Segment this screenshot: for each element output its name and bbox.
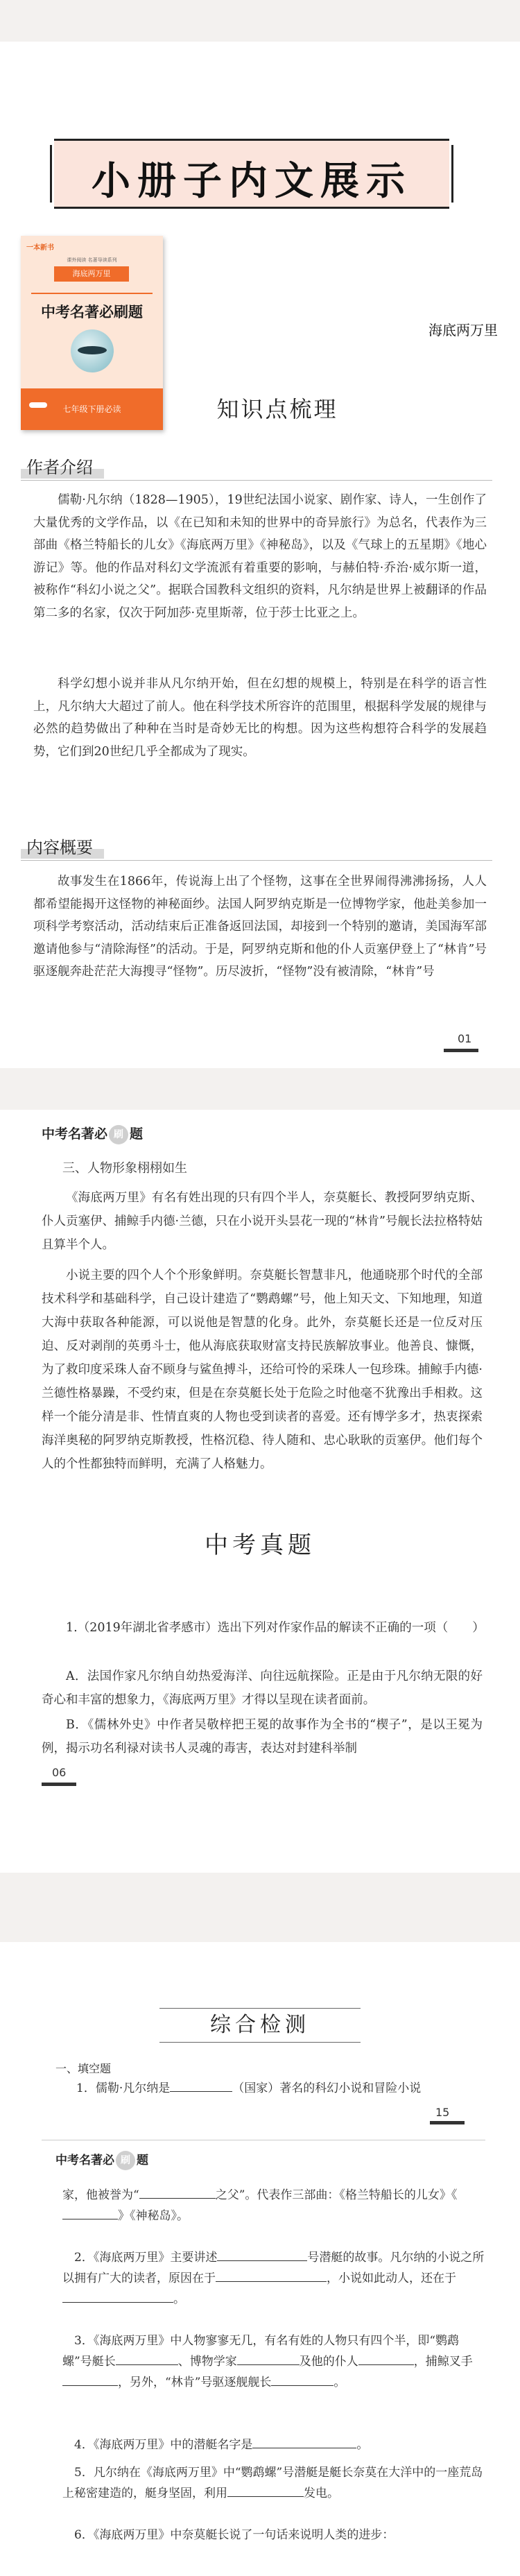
question-1: 1.（2019年湖北省孝感市）选出下列对作家作品的解读不正确的一项（ ） (66, 1621, 485, 1635)
page-two (0, 1110, 520, 1873)
character-paragraph-1: 《海底两万里》有名有姓出现的只有四个半人，奈莫艇长、教授阿罗纳克斯、仆人贡塞伊、捕鲸手内德·兰德，只在小说开头昙花一现的“林肯”号舰长法拉格特姑且算半个人。 (42, 1191, 483, 1252)
exam-title: 中考真题 (205, 1531, 315, 1559)
answer-blank[interactable] (62, 2373, 118, 2386)
answer-blank[interactable] (116, 2352, 178, 2365)
page-number: 01 (458, 1032, 472, 1045)
answer-blank[interactable] (139, 2186, 216, 2199)
fill-question-6: 6．《海底两万里》中奈莫艇长说了一句话来说明人类的进步： (74, 2528, 395, 2542)
cover-grade: 七年级下册必读 (62, 404, 121, 414)
answer-blank[interactable] (62, 2290, 173, 2303)
banner-title: 小册子内文展示 (92, 159, 412, 204)
brush-badge-icon: 刷 (116, 2151, 135, 2170)
answer-blank[interactable] (227, 2484, 304, 2497)
fill-question-5: 5．凡尔纳在《海底两万里》中“鹦鹉螺”号潜艇是艇长奈莫在大洋中的一座荒岛上秘密建造的，艇身坚固，利用 发电。 (62, 2466, 483, 2500)
answer-blank[interactable] (271, 2373, 333, 2386)
cover-series: 课外阅读 名著导读系列 (67, 257, 117, 263)
fill-question-2: 2．《海底两万里》主要讲述 号潜艇的故事。凡尔纳的小说之所以拥有广大的读者，原因在于 ，小说如此动人，还在于。 (62, 2247, 485, 2310)
page-number-bar (42, 1783, 76, 1786)
page-number-bar (430, 2121, 465, 2124)
fill-question-1b: 家，他被誉为“ 之父”。代表作三部曲：《格兰特船长的儿女》《》《神秘岛》。 (62, 2185, 485, 2226)
brush-badge-icon: 刷 (109, 1125, 128, 1144)
fill-question-4: 4．《海底两万里》中的潜艇名字是 。 (62, 2435, 485, 2455)
answer-blank[interactable] (216, 2269, 327, 2282)
cover-divider (31, 293, 153, 294)
fill-question-3: 3．《海底两万里》中人物寥寥无几，有名有姓的人物只有四个半，即“鹦鹉螺”号艇长 、博物学家 及他的仆人 ，捕鲸叉手，另外，“林肯”号驱逐舰舰长 。 (62, 2334, 473, 2389)
submarine-illustration-icon (71, 329, 114, 372)
page-one (0, 42, 520, 1068)
review-title: 综合检测 (159, 2008, 361, 2043)
page-three (0, 1942, 520, 2576)
running-header: 中考名著必 刷 题 (42, 1124, 143, 1144)
summary-paragraph: 故事发生在1866年，传说海上出了个怪物，这事在全世界闹得沸沸扬扬，人人都希望能揭开这怪物的神秘面纱。法国人阿罗纳克斯是一位博物学家，他赴美参加一项科学考察活动，活动结束后正准备返回法国，却接到一个特别的邀请，美国海军部邀请他参与“清除海怪”的活动。于是，阿罗纳克斯和他的仆人贡塞伊登上了“林肯”号驱逐舰奔赴茫茫大海搜寻“怪物”。历尽波折，“怪物”没有被清除，“林肯”号 (33, 875, 487, 979)
option-a: A．法国作家凡尔纳自幼热爱海洋、向往远航探险。正是由于凡尔纳无限的好奇心和丰富的想象力，《海底两万里》才得以呈现在读者面前。 (42, 1669, 483, 1707)
answer-blank[interactable] (62, 2206, 118, 2219)
character-paragraph-2: 小说主要的四个人个个形象鲜明。奈莫艇长智慧非凡，他通晓那个时代的全部技术科学和基础科学，自己设计建造了“鹦鹉螺”号，他上知天文、下知地理，知道大海中获取各种能源，可以说他是智慧的化身。此外，奈莫艇长还是一位反对压迫、反对剥削的英勇斗士，他从海底获取财富支持民族解放事业。他善良、慷慨，为了救印度采珠人奋不顾身与鲨鱼搏斗，还给可怜的采珠人一包珍珠。捕鲸手内德·兰德性格暴躁，不受约束，但是在奈莫艇长处于危险之时他毫不犹豫出手相救。这样一个能分清是非、性情直爽的人物也受到读者的喜爱。还有博学多才，热衷探索海洋奥秘的阿罗纳克斯教授，性格沉稳、待人随和、忠心耿耿的贡塞伊。他们每个人的个性都独特而鲜明，充满了人格魅力。 (42, 1269, 483, 1471)
cover-book-title: 海底两万里 (54, 266, 129, 282)
book-label: 海底两万里 (428, 322, 498, 338)
author-paragraph-2: 科学幻想小说并非从凡尔纳开始，但在幻想的规模上，特别是在科学的语言性上，凡尔纳大大超过了前人。他在科学技术所容许的范围里，根据科学发展的规律与必然的趋势做出了种种在当时是奇妙无比的构想。因为这些构想符合科学的发展趋势，它们到20世纪几乎全都成为了现实。 (33, 677, 487, 759)
author-paragraph-1: 儒勒·凡尔纳（1828—1905），19世纪法国小说家、剧作家、诗人，一生创作了大量优秀的文学作品，以《在已知和未知的世界中的奇异旅行》为总名，代表作为三部曲《格兰特船长的儿女》《海底两万里》《神秘岛》，以及《气球上的五星期》《地心游记》等。他的作品对科幻文学流派有着重要的影响，与赫伯特·乔治·威尔斯一道，被称作“科幻小说之父”。据联合国教科文组织的资料，凡尔纳是世界上被翻译的作品第二多的名家，仅次于阿加莎·克里斯蒂，位于莎士比亚之上。 (33, 493, 487, 620)
summary-heading: 内容概要 (21, 832, 492, 861)
page-number: 15 (435, 2106, 450, 2119)
option-b: B．《儒林外史》中作者吴敬梓把王冕的故事作为全书的“楔子”，是以王冕为例，揭示功名利禄对读书人灵魂的毒害，表达对封建科举制 (42, 1718, 483, 1755)
answer-blank[interactable] (252, 2435, 356, 2448)
cover-name: 中考名著必刷题 (41, 304, 143, 320)
book-cover (21, 236, 163, 430)
title-banner (54, 139, 449, 209)
answer-blank[interactable] (237, 2352, 300, 2365)
answer-blank[interactable] (170, 2079, 232, 2092)
subheading: 三、人物形象栩栩如生 (62, 1161, 187, 1176)
section-title: 知识点梳理 (216, 396, 338, 422)
answer-blank[interactable] (217, 2248, 307, 2261)
fill-question-1a: 1．儒勒·凡尔纳是 （国家）著名的科幻小说和冒险小说 (76, 2078, 485, 2099)
author-heading: 作者介绍 (21, 452, 492, 481)
page-number: 06 (52, 1766, 67, 1779)
fill-section-heading: 一、填空题 (55, 2062, 112, 2075)
cover-brand: 一本新书 (26, 244, 54, 252)
answer-blank[interactable] (358, 2352, 414, 2365)
running-header: 中考名著必 刷 题 (55, 2150, 148, 2170)
page-number-bar (444, 1049, 478, 1052)
